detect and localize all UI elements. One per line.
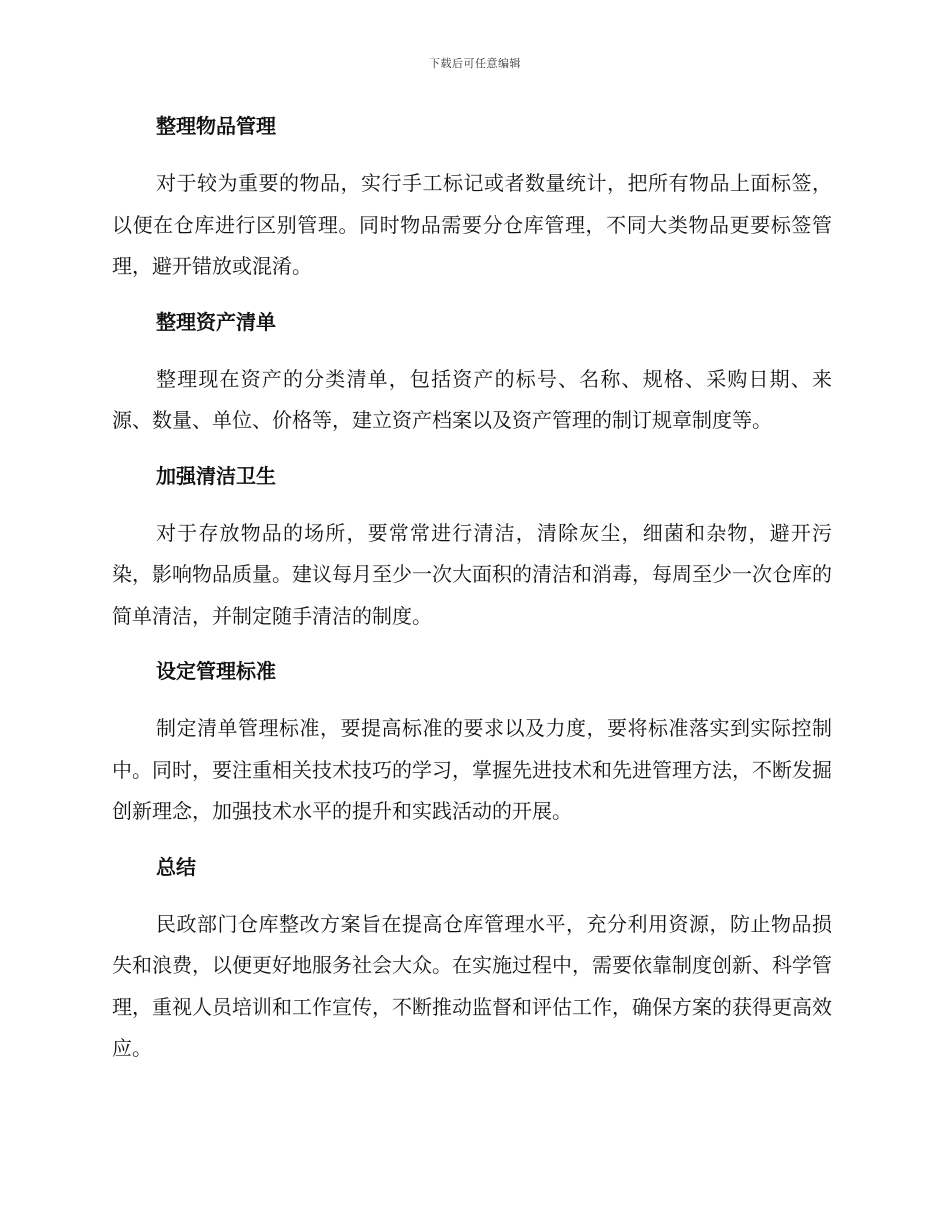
section-paragraph: 对于存放物品的场所，要常常进行清洁，清除灰尘，细菌和杂物，避开污染，影响物品质量。建议每月至少一次大面积的清洁和消毒，每周至少一次仓库的简单清洁，并制定随手清洁的制度。 xyxy=(112,520,832,628)
section-cleaning xyxy=(112,458,832,654)
document-content xyxy=(112,108,832,1070)
section-heading: 总结 xyxy=(156,854,196,879)
section-summary xyxy=(112,849,832,1070)
section-heading: 整理物品管理 xyxy=(156,114,276,138)
section-paragraph: 制定清单管理标准，要提高标准的要求以及力度，要将标准落实到实际控制中。同时，要注重相关技术技巧的学习，掌握先进技术和先进管理方法，不断发掘创新理念，加强技术水平的提升和实践活动的开展。 xyxy=(112,716,832,823)
section-heading: 设定管理标准 xyxy=(156,659,276,683)
section-paragraph: 整理现在资产的分类清单，包括资产的标号、名称、规格、采购日期、来源、数量、单位、价格等，建立资产档案以及资产管理的制订规章制度等。 xyxy=(112,366,832,432)
header-note: 下载后可任意编辑 xyxy=(429,57,521,70)
section-heading: 加强清洁卫生 xyxy=(156,463,276,488)
section-paragraph: 对于较为重要的物品，实行手工标记或者数量统计，把所有物品上面标签，以便在仓库进行区别管理。同时物品需要分仓库管理，不同大类物品更要标签管理，避开错放或混淆。 xyxy=(112,171,832,278)
section-item-management xyxy=(112,108,832,304)
section-paragraph: 民政部门仓库整改方案旨在提高仓库管理水平，充分利用资源，防止物品损失和浪费，以便更好地服务社会大众。在实施过程中，需要依靠制度创新、科学管理，重视人员培训和工作宣传，不断推动监督和评估工作，确保方案的获得更高效应。 xyxy=(112,911,832,1060)
section-standards xyxy=(112,653,832,849)
section-heading: 整理资产清单 xyxy=(156,309,276,334)
section-asset-list xyxy=(112,304,832,458)
